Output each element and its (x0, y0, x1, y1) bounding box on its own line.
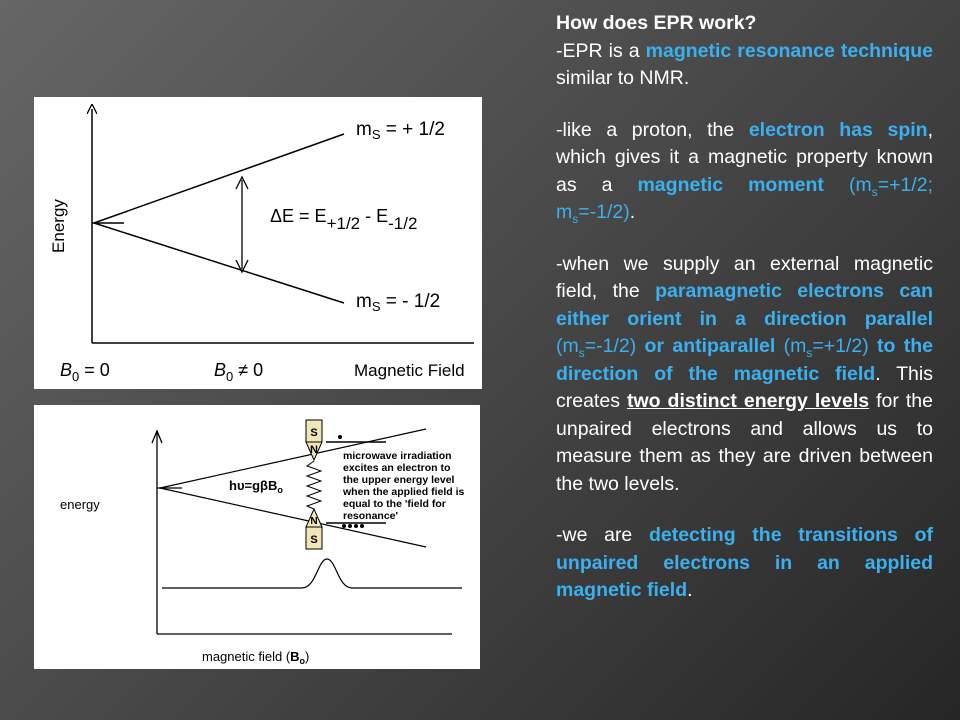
explanation-text (556, 10, 933, 605)
svg-text:N: N (310, 516, 318, 527)
x-axis-label-2: magnetic field $(B_o)$ (202, 649, 310, 666)
epr-transition-svg (34, 405, 480, 669)
x-left-label: $B_0 = 0$ (60, 360, 110, 384)
upper-level-label: $m_S$ = + 1/2 (356, 119, 445, 142)
svg-text:resonance': resonance' (343, 510, 399, 522)
resonance-equation: hυ=gβB$_o$ (229, 478, 283, 495)
absorption-peak (162, 559, 462, 588)
svg-text:S: S (310, 427, 318, 439)
x-mid-label: $B_0 \ne 0$ (214, 360, 264, 384)
heading: How does EPR work? (556, 12, 757, 34)
svg-text:microwave irradiation: microwave irradiation (343, 450, 452, 462)
svg-text:when the applied field is: when the applied field is (343, 486, 465, 498)
y-axis-label-2: energy (60, 497, 100, 512)
microwave-zigzag (307, 461, 321, 509)
lower-level-line (94, 223, 344, 303)
svg-text:equal to the 'field for: equal to the 'field for (343, 498, 446, 510)
callout-text (342, 450, 465, 522)
paragraph-1: -EPR is a magnetic resonance technique similar to NMR. (556, 39, 933, 89)
epr-transition-diagram (34, 405, 480, 669)
energy-level-diagram (34, 97, 482, 389)
energy-level-svg (34, 97, 482, 389)
lower-level-label: $m_S$ = - 1/2 (356, 291, 441, 314)
paragraph-3: -when we supply an external magnetic field, the paramagnetic electrons can either orient in a direction parallel $(m_s=-1/2)$ or antiparallel $(m_s=+1/2)$ to the direction of the magnetic field. This creates two distinct energy levels for the unpaired electrons and allows us to measure them as they are driven between the two levels. (556, 252, 934, 495)
paragraph-2: -like a proton, the electron has spin, which gives it a magnetic property known as a magnetic moment ($m_s=+1/2$; $m_s=-1/2$). (556, 118, 933, 226)
y-axis-label: Energy (49, 199, 68, 253)
svg-text:N: N (310, 444, 318, 456)
delta-e-label: ΔE = E+1/2 - E-1/2 (270, 206, 418, 233)
svg-text:the upper energy level: the upper energy level (343, 474, 455, 486)
svg-text:S: S (310, 534, 318, 546)
svg-text:excites an electron to: excites an electron to (343, 462, 451, 474)
paragraph-4: -we are detecting the transitions of unpaired electrons in an applied magnetic field. (556, 524, 933, 601)
x-right-label: Magnetic Field (354, 361, 465, 380)
magnet-top (306, 420, 342, 460)
